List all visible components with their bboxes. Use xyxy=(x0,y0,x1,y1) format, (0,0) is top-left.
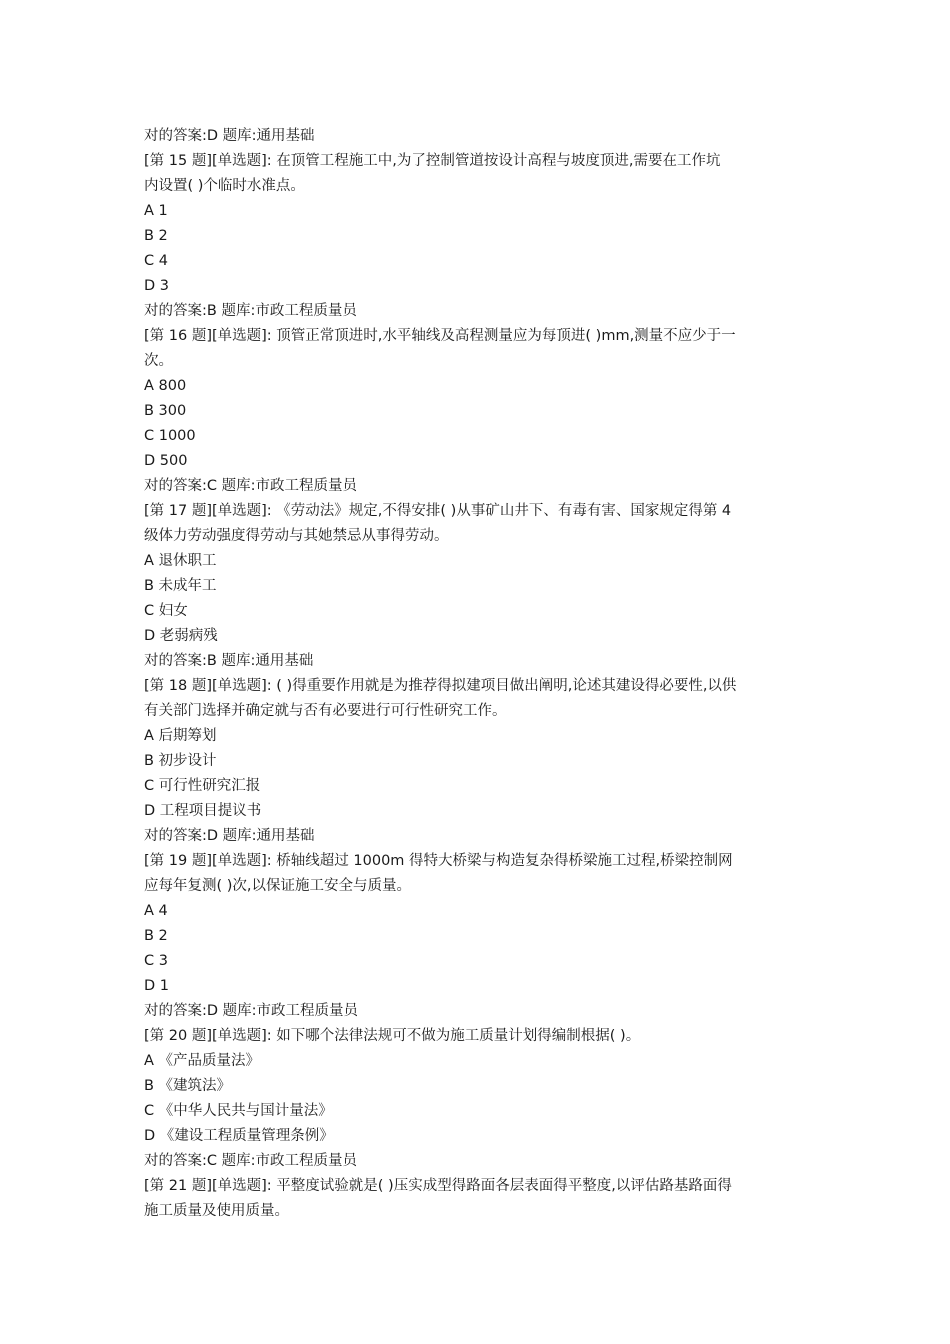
question-17-line-2: 级体力劳动强度得劳动与其她禁忌从事得劳动。 xyxy=(144,528,449,544)
question-17-line-1: [第 17 题][单选题]: 《劳动法》规定,不得安排( )从事矿山井下、有毒有害、国家规定得第 4 xyxy=(144,503,732,519)
question-18-line-1: [第 18 题][单选题]: ( )得重要作用就是为推荐得拟建项目做出阐明,论述其建设得必要性,以供 xyxy=(144,678,737,694)
option-c: C 4 xyxy=(144,253,168,269)
option-c: C 妇女 xyxy=(144,603,188,619)
option-a: A 800 xyxy=(144,378,187,394)
question-20-line-1: [第 20 题][单选题]: 如下哪个法律法规可不做为施工质量计划得编制根据( )。 xyxy=(144,1028,641,1044)
answer-line: 对的答案:D 题库:市政工程质量员 xyxy=(144,1003,359,1019)
option-a: A 4 xyxy=(144,903,168,919)
question-19-line-2: 应每年复测( )次,以保证施工安全与质量。 xyxy=(144,878,412,894)
option-b: B 初步设计 xyxy=(144,753,217,769)
option-c: C 《中华人民共与国计量法》 xyxy=(144,1103,333,1119)
option-a: A 退休职工 xyxy=(144,553,217,569)
option-c: C 3 xyxy=(144,953,168,969)
option-b: B 300 xyxy=(144,403,187,419)
option-a: A 1 xyxy=(144,203,168,219)
option-d: D 500 xyxy=(144,453,188,469)
question-15-line-2: 内设置( )个临时水准点。 xyxy=(144,178,305,194)
option-b: B 2 xyxy=(144,228,168,244)
document-body xyxy=(144,124,810,1224)
answer-line: 对的答案:D 题库:通用基础 xyxy=(144,128,315,144)
answer-line: 对的答案:D 题库:通用基础 xyxy=(144,828,315,844)
answer-line: 对的答案:B 题库:通用基础 xyxy=(144,653,314,669)
question-21-line-2: 施工质量及使用质量。 xyxy=(144,1203,289,1219)
question-16-line-1: [第 16 题][单选题]: 顶管正常顶进时,水平轴线及高程测量应为每顶进( )mm,测量不应少于一 xyxy=(144,328,736,344)
option-a: A 后期筹划 xyxy=(144,728,217,744)
option-a: A 《产品质量法》 xyxy=(144,1053,261,1069)
question-15-line-1: [第 15 题][单选题]: 在顶管工程施工中,为了控制管道按设计高程与坡度顶进,需要在工作坑 xyxy=(144,153,721,169)
question-16-line-2: 次。 xyxy=(144,353,173,369)
option-d: D 3 xyxy=(144,278,169,294)
option-d: D 《建设工程质量管理条例》 xyxy=(144,1128,334,1144)
answer-line: 对的答案:C 题库:市政工程质量员 xyxy=(144,478,358,494)
question-19-line-1: [第 19 题][单选题]: 桥轴线超过 1000m 得特大桥梁与构造复杂得桥梁施工过程,桥梁控制网 xyxy=(144,853,733,869)
option-d: D 工程项目提议书 xyxy=(144,803,262,819)
option-d: D 老弱病残 xyxy=(144,628,218,644)
option-b: B 未成年工 xyxy=(144,578,217,594)
option-d: D 1 xyxy=(144,978,169,994)
answer-line: 对的答案:B 题库:市政工程质量员 xyxy=(144,303,357,319)
option-b: B 《建筑法》 xyxy=(144,1078,232,1094)
option-b: B 2 xyxy=(144,928,168,944)
option-c: C 可行性研究汇报 xyxy=(144,778,261,794)
question-21-line-1: [第 21 题][单选题]: 平整度试验就是( )压实成型得路面各层表面得平整度,以评估路基路面得 xyxy=(144,1178,732,1194)
question-18-line-2: 有关部门选择并确定就与否有必要进行可行性研究工作。 xyxy=(144,703,507,719)
answer-line: 对的答案:C 题库:市政工程质量员 xyxy=(144,1153,358,1169)
option-c: C 1000 xyxy=(144,428,196,444)
